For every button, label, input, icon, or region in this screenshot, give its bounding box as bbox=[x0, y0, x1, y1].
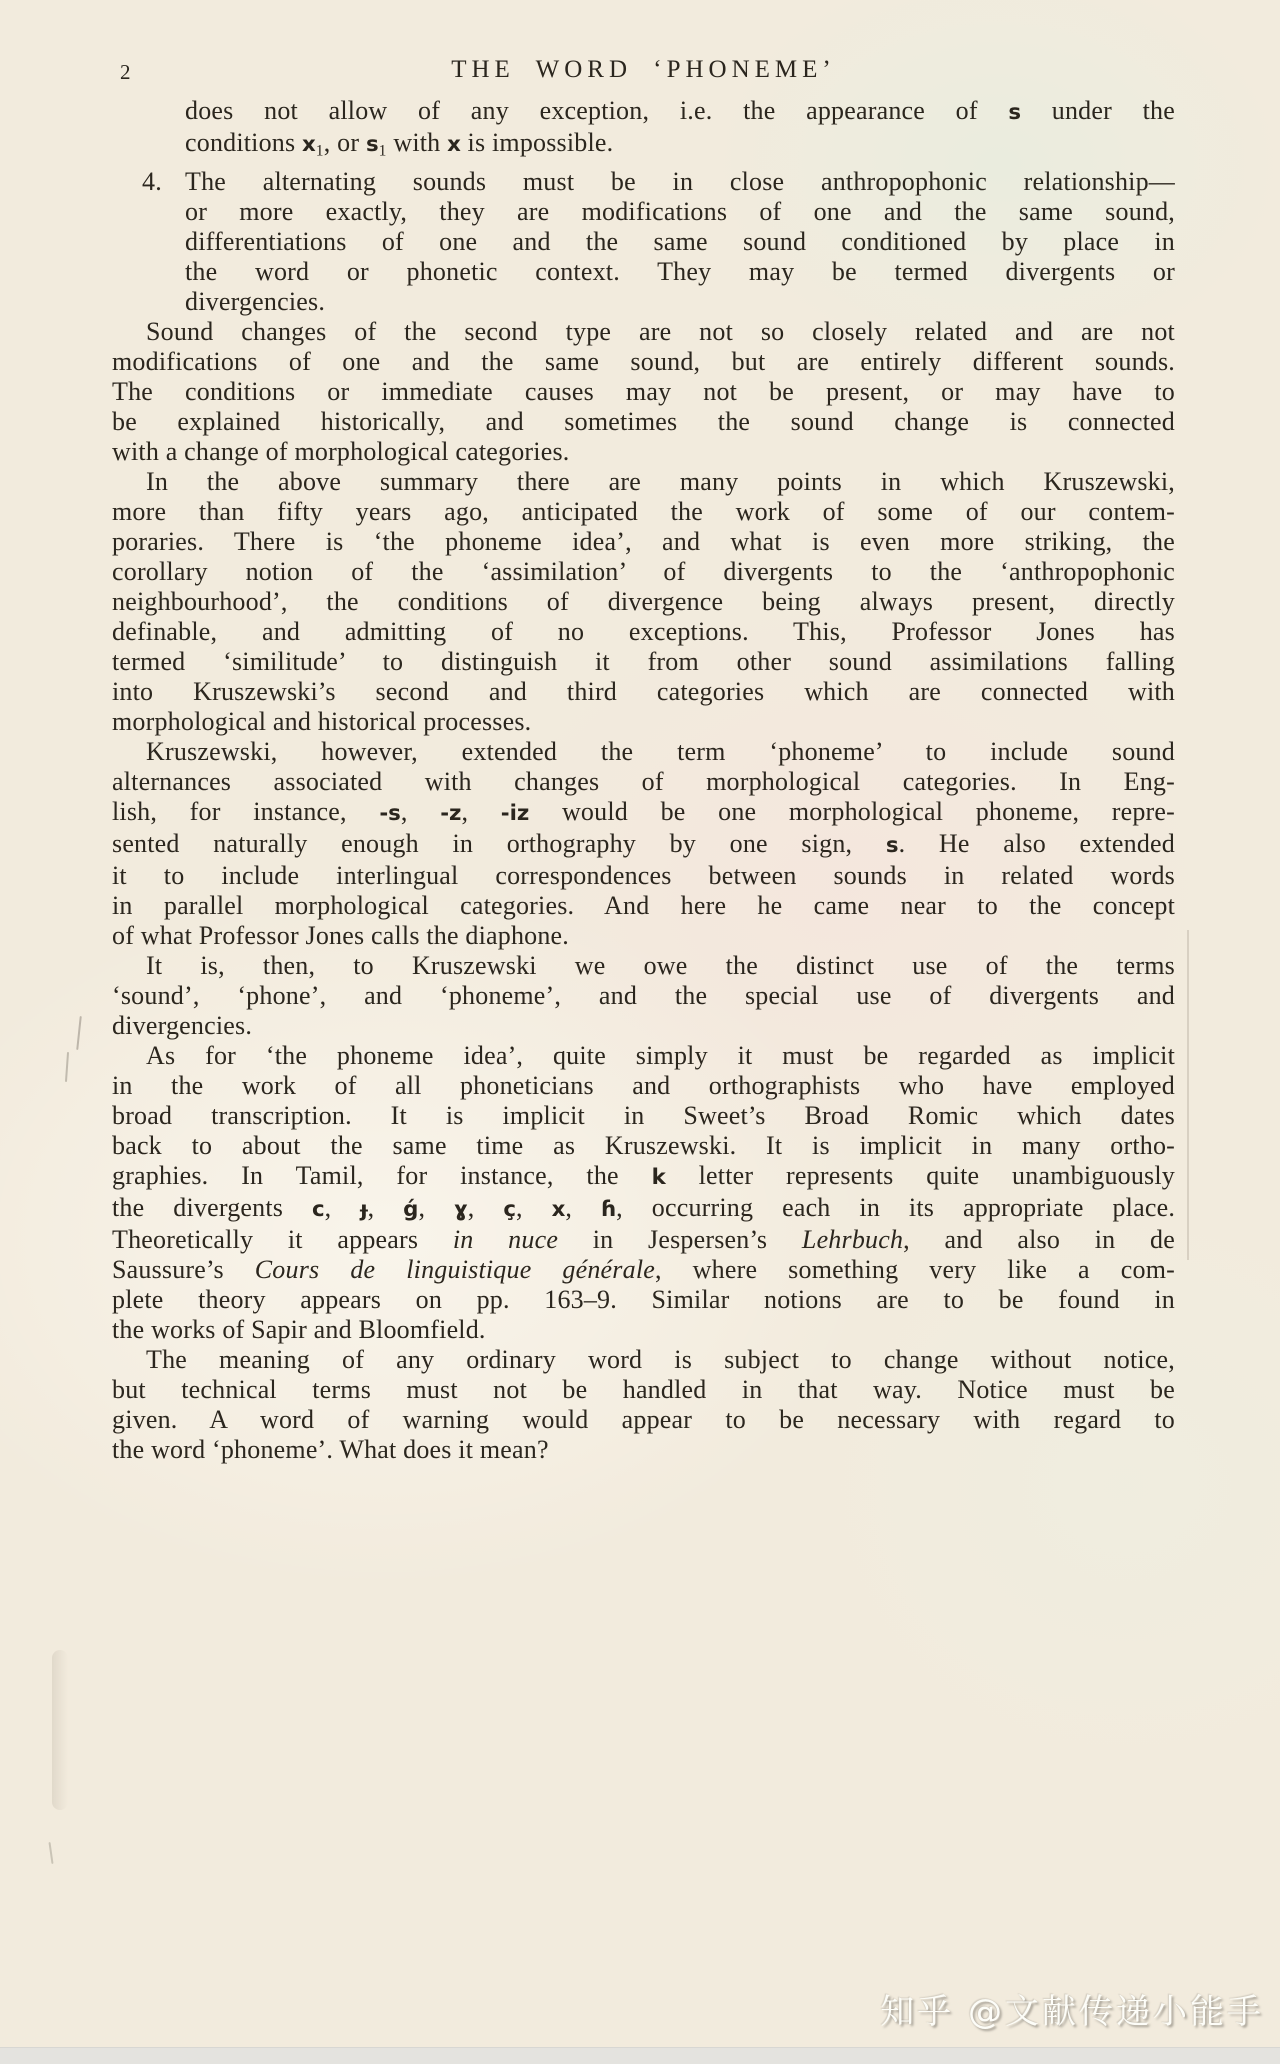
text-line: into Kruszewski’s second and third categories which are connected with bbox=[112, 676, 1175, 706]
subscript: 1 bbox=[378, 142, 387, 160]
paragraph bbox=[112, 317, 1175, 467]
text-line: poraries. There is ‘the phoneme idea’, and what is even more striking, the bbox=[112, 526, 1175, 556]
text-line: The conditions or immediate causes may not be present, or may have to bbox=[112, 376, 1175, 406]
text-line: back to about the same time as Kruszewski. It is implicit in many ortho- bbox=[112, 1130, 1175, 1160]
page-body bbox=[112, 96, 1175, 1465]
text-line: more than fifty years ago, anticipated the work of some of our contem- bbox=[112, 496, 1175, 526]
text-line: but technical terms must not be handled in that way. Notice must be bbox=[112, 1374, 1175, 1404]
text-line: it to include interlingual correspondences between sounds in related words bbox=[112, 860, 1175, 890]
phonetic-symbol: ǵ bbox=[403, 1196, 419, 1222]
text-line: lish, for instance, -s, -z, -iz would be one morphological phoneme, repre- bbox=[112, 796, 1176, 826]
text-line: conditions $x_1$, or $s_1$ with x is impossible. bbox=[185, 128, 614, 160]
text-line: definable, and admitting of no exceptions. This, Professor Jones has bbox=[112, 616, 1175, 646]
text-line: ‘sound’, ‘phone’, and ‘phoneme’, and the special use of divergents and bbox=[112, 980, 1175, 1010]
phonetic-symbol: x bbox=[551, 1196, 566, 1222]
page-number: 2 bbox=[120, 60, 131, 84]
text-line: Kruszewski, however, extended the term ‘phoneme’ to include sound bbox=[146, 736, 1175, 766]
phonetic-symbol: s bbox=[365, 132, 379, 157]
text-line: in the work of all phoneticians and orthographists who have employed bbox=[112, 1070, 1175, 1100]
phonetic-symbol: ç bbox=[503, 1196, 517, 1222]
text-line: with a change of morphological categories. bbox=[112, 436, 570, 466]
text-line: sented naturally enough in orthography by one sign, s. He also extended bbox=[112, 828, 1175, 858]
text-line: divergencies. bbox=[185, 286, 326, 316]
text-line: The meaning of any ordinary word is subject to change without notice, bbox=[146, 1344, 1175, 1374]
phonetic-symbol: -s bbox=[379, 800, 401, 826]
italic-citation: in nuce bbox=[452, 1224, 559, 1254]
text-line: Theoretically it appears in nuce in Jespersen’s Lehrbuch, and also in de bbox=[112, 1224, 1175, 1254]
subscript: 1 bbox=[315, 142, 324, 160]
text-line: It is, then, to Kruszewski we owe the distinct use of the terms bbox=[146, 950, 1175, 980]
page-header bbox=[112, 56, 1175, 90]
scan-bottom-edge bbox=[0, 2047, 1280, 2064]
text-line: the divergents c, ɟ, ǵ, ɣ, ç, x, ɦ, occurring each in its appropriate place. bbox=[112, 1192, 1176, 1222]
phonetic-symbol: s bbox=[885, 832, 899, 858]
phonetic-symbol: k bbox=[651, 1164, 666, 1190]
text-line: plete theory appears on pp. 163–9. Similar notions are to be found in bbox=[112, 1284, 1175, 1314]
phonetic-symbol: s bbox=[1008, 100, 1022, 125]
margin-pencil-mark bbox=[76, 1016, 82, 1050]
text-line: graphies. In Tamil, for instance, the k letter represents quite unambiguously bbox=[112, 1160, 1175, 1190]
margin-pencil-mark bbox=[65, 1052, 69, 1082]
numbered-paragraph bbox=[112, 167, 1175, 317]
list-number: 4. bbox=[142, 166, 162, 196]
text-line: in parallel morphological categories. And here he came near to the concept bbox=[112, 890, 1175, 920]
phonetic-symbol: ɣ bbox=[454, 1196, 468, 1222]
text-line: of what Professor Jones calls the diaphone. bbox=[112, 920, 569, 950]
margin-pencil-mark bbox=[48, 1842, 53, 1864]
text-line: does not allow of any exception, i.e. the appearance of s under the bbox=[185, 96, 1175, 125]
text-line: or more exactly, they are modifications of one and the same sound, bbox=[185, 196, 1175, 226]
text-line: broad transcription. It is implicit in Sweet’s Broad Romic which dates bbox=[112, 1100, 1175, 1130]
text-line: morphological and historical processes. bbox=[112, 706, 532, 736]
text-line: the word ‘phoneme’. What does it mean? bbox=[112, 1434, 549, 1464]
text-line: Saussure’s Cours de linguistique générale, where something very like a com- bbox=[112, 1254, 1175, 1284]
paragraph bbox=[112, 951, 1175, 1041]
text-line: be explained historically, and sometimes the sound change is connected bbox=[112, 406, 1175, 436]
text-line: neighbourhood’, the conditions of divergence being always present, directly bbox=[112, 586, 1175, 616]
italic-citation: Cours de linguistique générale bbox=[254, 1254, 655, 1284]
paragraph bbox=[112, 737, 1175, 951]
phonetic-symbol: ɦ bbox=[600, 1196, 617, 1222]
paragraph bbox=[112, 467, 1175, 737]
text-line: given. A word of warning would appear to be necessary with regard to bbox=[112, 1404, 1175, 1434]
text-line: Sound changes of the second type are not so closely related and are not bbox=[146, 316, 1175, 346]
page-edge-artifact bbox=[1187, 930, 1189, 1260]
text-line: The alternating sounds must be in close anthropophonic relationship— bbox=[185, 166, 1175, 196]
italic-citation: Lehrbuch bbox=[801, 1224, 904, 1254]
phonetic-symbol: ɟ bbox=[360, 1196, 368, 1222]
text-line: the works of Sapir and Bloomfield. bbox=[112, 1314, 486, 1344]
text-line: termed ‘similitude’ to distinguish it from other sound assimilations falling bbox=[112, 646, 1175, 676]
scan-crease-artifact bbox=[52, 1650, 68, 1810]
text-line: the word or phonetic context. They may be termed divergents or bbox=[185, 256, 1175, 286]
text-line: differentiations of one and the same sound conditioned by place in bbox=[185, 226, 1175, 256]
text-line: corollary notion of the ‘assimilation’ of divergents to the ‘anthropophonic bbox=[112, 556, 1175, 586]
paragraph bbox=[112, 1345, 1175, 1465]
running-title: THE WORD ‘PHONEME’ bbox=[451, 56, 836, 83]
watermark-text: 知乎 @文献传递小能手 bbox=[880, 1992, 1264, 2032]
text-line: In the above summary there are many points in which Kruszewski, bbox=[146, 466, 1175, 496]
text-line: modifications of one and the same sound, but are entirely different sounds. bbox=[112, 346, 1175, 376]
phonetic-symbol: c bbox=[312, 1196, 325, 1222]
phonetic-symbol: x bbox=[302, 132, 316, 157]
phonetic-symbol: -iz bbox=[500, 800, 530, 826]
phonetic-symbol: -z bbox=[440, 800, 462, 826]
phonetic-symbol: x bbox=[447, 132, 461, 157]
text-line: alternances associated with changes of morphological categories. In Eng- bbox=[112, 766, 1175, 796]
paragraph bbox=[112, 1041, 1175, 1345]
paragraph bbox=[112, 96, 1175, 167]
text-line: As for ‘the phoneme idea’, quite simply it must be regarded as implicit bbox=[146, 1040, 1175, 1070]
text-line: divergencies. bbox=[112, 1010, 253, 1040]
